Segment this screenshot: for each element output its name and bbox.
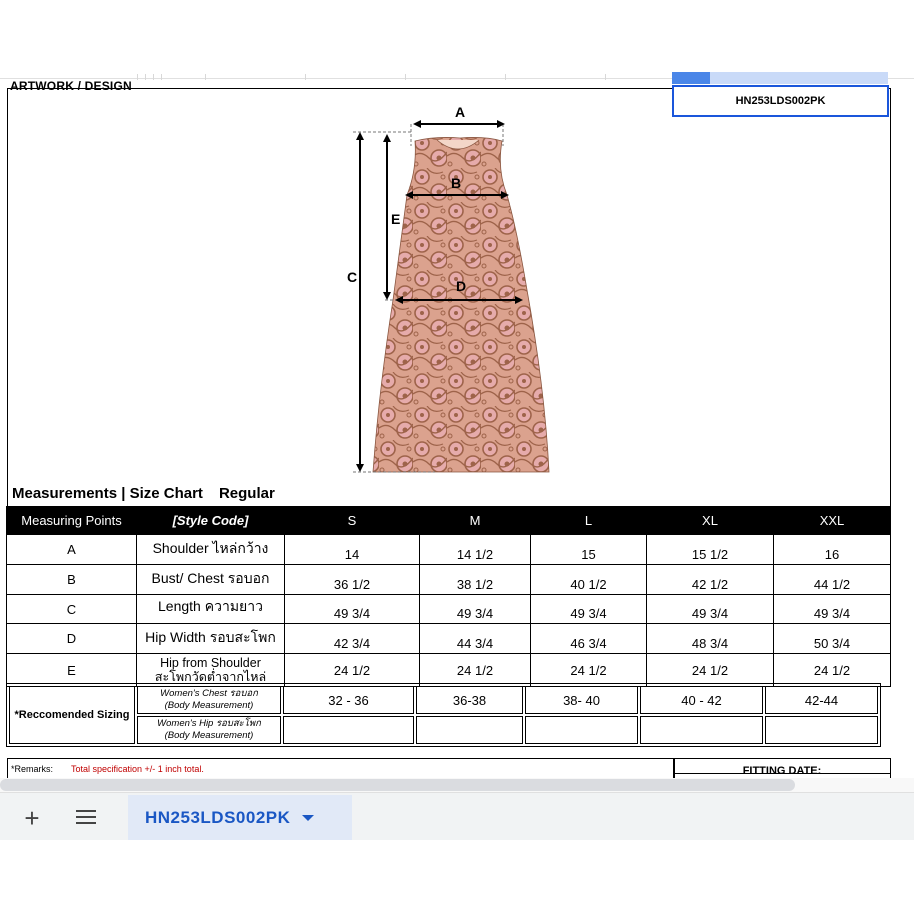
value-cell[interactable]: 24 1/2 bbox=[531, 654, 647, 687]
value-cell[interactable]: 36 1/2 bbox=[285, 565, 420, 595]
value-cell[interactable]: 49 3/4 bbox=[285, 595, 420, 624]
chest-label-cell[interactable] bbox=[137, 686, 281, 714]
sheet-tab-active[interactable] bbox=[128, 795, 352, 840]
hip-label-cell[interactable] bbox=[137, 716, 281, 744]
column-tick bbox=[153, 74, 154, 80]
label-c: C bbox=[347, 269, 358, 285]
column-tick bbox=[205, 74, 206, 80]
desc-cell[interactable]: Length ความยาว bbox=[137, 595, 285, 624]
column-tick bbox=[405, 74, 406, 80]
chest-value-cell[interactable]: 36-38 bbox=[416, 686, 523, 714]
artwork-label: ARTWORK / DESIGN bbox=[10, 79, 132, 93]
size-chart-title: Measurements | Size Chart bbox=[12, 484, 203, 502]
table-row bbox=[7, 654, 891, 687]
value-cell[interactable]: 49 3/4 bbox=[420, 595, 531, 624]
value-cell[interactable]: 49 3/4 bbox=[647, 595, 774, 624]
hip-value-cell[interactable] bbox=[765, 716, 878, 744]
chest-value-cell[interactable]: 32 - 36 bbox=[283, 686, 414, 714]
label-d: D bbox=[456, 278, 467, 294]
plus-icon[interactable]: + bbox=[24, 803, 40, 833]
value-cell[interactable]: 24 1/2 bbox=[647, 654, 774, 687]
hip-sub: (Body Measurement) bbox=[164, 730, 254, 741]
fitting-divider bbox=[674, 773, 890, 774]
chest-label: Women's Chest รอบอก bbox=[160, 688, 258, 699]
point-cell[interactable]: B bbox=[7, 565, 137, 595]
table-row bbox=[7, 595, 891, 624]
value-cell[interactable]: 50 3/4 bbox=[774, 624, 891, 654]
hip-value-cell[interactable] bbox=[416, 716, 523, 744]
header-size-m[interactable]: M bbox=[420, 507, 531, 535]
value-cell[interactable]: 24 1/2 bbox=[774, 654, 891, 687]
desc-cell[interactable]: Shoulder ไหล่กว้าง bbox=[137, 535, 285, 565]
value-cell[interactable]: 42 1/2 bbox=[647, 565, 774, 595]
header-size-l[interactable]: L bbox=[531, 507, 647, 535]
selected-column-range[interactable] bbox=[710, 72, 888, 84]
header-size-xxl[interactable]: XXL bbox=[774, 507, 891, 535]
chest-value-cell[interactable]: 38- 40 bbox=[525, 686, 638, 714]
value-cell[interactable]: 40 1/2 bbox=[531, 565, 647, 595]
sheet-top-area bbox=[0, 0, 914, 80]
table-row bbox=[9, 686, 878, 714]
value-cell[interactable]: 24 1/2 bbox=[420, 654, 531, 687]
point-cell[interactable]: D bbox=[7, 624, 137, 654]
value-cell[interactable]: 16 bbox=[774, 535, 891, 565]
header-size-xl[interactable]: XL bbox=[647, 507, 774, 535]
recommended-sizing-label[interactable]: *Reccomended Sizing bbox=[9, 686, 135, 744]
value-cell[interactable]: 15 1/2 bbox=[647, 535, 774, 565]
point-cell[interactable]: E bbox=[7, 654, 137, 687]
header-style-code[interactable]: [Style Code] bbox=[137, 507, 285, 535]
page-background bbox=[0, 840, 914, 914]
column-tick bbox=[505, 74, 506, 80]
value-cell[interactable]: 44 1/2 bbox=[774, 565, 891, 595]
hip-value-cell[interactable] bbox=[525, 716, 638, 744]
value-cell[interactable]: 15 bbox=[531, 535, 647, 565]
sheet-tab-name: HN253LDS002PK bbox=[145, 807, 291, 827]
value-cell[interactable]: 44 3/4 bbox=[420, 624, 531, 654]
value-cell[interactable]: 14 1/2 bbox=[420, 535, 531, 565]
value-cell[interactable]: 38 1/2 bbox=[420, 565, 531, 595]
hip-value-cell[interactable] bbox=[640, 716, 763, 744]
chest-value-cell[interactable]: 42-44 bbox=[765, 686, 878, 714]
desc-cell[interactable]: Hip Width รอบสะโพก bbox=[137, 624, 285, 654]
desc-cell[interactable]: Bust/ Chest รอบอก bbox=[137, 565, 285, 595]
column-tick bbox=[305, 74, 306, 80]
remarks-label: *Remarks: bbox=[11, 764, 54, 774]
size-header-row bbox=[7, 507, 891, 535]
fitting-date-label: FITTING DATE: bbox=[742, 765, 822, 777]
value-cell[interactable]: 42 3/4 bbox=[285, 624, 420, 654]
label-e: E bbox=[391, 211, 401, 227]
hip-value-cell[interactable] bbox=[283, 716, 414, 744]
value-cell[interactable]: 49 3/4 bbox=[774, 595, 891, 624]
table-row bbox=[7, 565, 891, 595]
fit-type: Regular bbox=[218, 484, 275, 502]
column-tick bbox=[161, 74, 162, 80]
table-row bbox=[7, 535, 891, 565]
table-row bbox=[7, 624, 891, 654]
chest-value-cell[interactable]: 40 - 42 bbox=[640, 686, 763, 714]
desc-line: สะโพกวัดต่ำจากไหล่ bbox=[154, 670, 267, 684]
remarks-text: Total specification +/- 1 inch total. bbox=[71, 764, 204, 774]
desc-cell[interactable] bbox=[137, 654, 285, 687]
hip-label: Women's Hip รอบสะโพก bbox=[157, 718, 261, 729]
size-chart-table bbox=[6, 506, 891, 687]
label-b: B bbox=[451, 175, 462, 191]
value-cell[interactable]: 49 3/4 bbox=[531, 595, 647, 624]
desc-line: Hip from Shoulder bbox=[160, 656, 261, 670]
hamburger-menu-icon[interactable] bbox=[70, 806, 102, 830]
column-tick bbox=[137, 74, 138, 80]
point-cell[interactable]: A bbox=[7, 535, 137, 565]
header-measuring-points[interactable]: Measuring Points bbox=[7, 507, 137, 535]
chest-sub: (Body Measurement) bbox=[164, 700, 254, 711]
caret-down-icon[interactable] bbox=[302, 815, 314, 821]
label-a: A bbox=[455, 104, 466, 120]
value-cell[interactable]: 48 3/4 bbox=[647, 624, 774, 654]
recommended-sizing-table bbox=[6, 683, 881, 747]
measurements-heading bbox=[7, 480, 891, 506]
value-cell[interactable]: 46 3/4 bbox=[531, 624, 647, 654]
style-code-cell[interactable]: HN253LDS002PK bbox=[672, 85, 889, 117]
value-cell[interactable]: 14 bbox=[285, 535, 420, 565]
point-cell[interactable]: C bbox=[7, 595, 137, 624]
column-tick bbox=[145, 74, 146, 80]
selected-column-header[interactable] bbox=[672, 72, 710, 84]
horizontal-scroll-thumb[interactable] bbox=[0, 779, 795, 791]
header-size-s[interactable]: S bbox=[285, 507, 420, 535]
value-cell[interactable]: 24 1/2 bbox=[285, 654, 420, 687]
table-row bbox=[9, 716, 878, 744]
dress-diagram bbox=[345, 100, 565, 480]
column-tick bbox=[605, 74, 606, 80]
